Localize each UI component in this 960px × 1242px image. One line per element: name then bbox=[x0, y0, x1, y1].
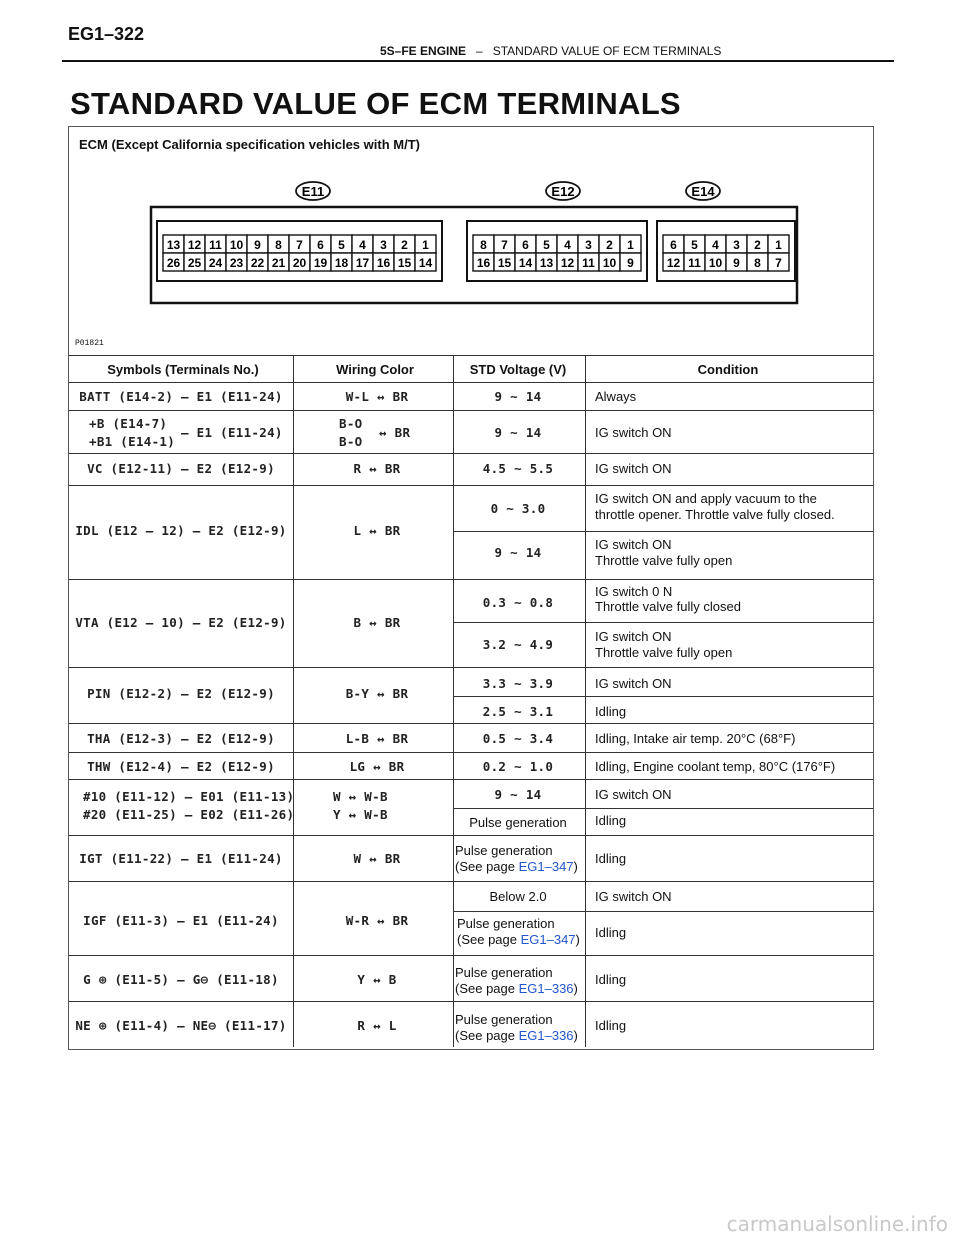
cell-terminal-thw: THW (E12-4) – E2 (E12-9) bbox=[87, 759, 275, 774]
pin-number: 10 bbox=[602, 256, 617, 270]
pin-number: 7 bbox=[296, 238, 303, 252]
cell-condition-vta-1b: Throttle valve fully closed bbox=[595, 599, 741, 614]
pin-number: 16 bbox=[476, 256, 491, 270]
cell-condition-idl-2b: Throttle valve fully open bbox=[595, 553, 733, 568]
watermark: carmanualsonline.info bbox=[726, 1212, 948, 1236]
connector-label-e11: E11 bbox=[301, 184, 325, 199]
pin-number: 9 bbox=[627, 256, 634, 270]
pin-number: 18 bbox=[334, 256, 349, 270]
row-divider bbox=[69, 779, 873, 780]
cell-terminal-pin: PIN (E12-2) – E2 (E12-9) bbox=[87, 686, 275, 701]
pin-number: 9 bbox=[733, 256, 740, 270]
see-page-prefix: (See page bbox=[455, 981, 519, 996]
row-divider bbox=[69, 955, 873, 956]
cell-terminal-igf: IGF (E11-3) – E1 (E11-24) bbox=[83, 913, 279, 928]
pin-number: 11 bbox=[688, 256, 701, 270]
header-wiring: Wiring Color bbox=[336, 362, 414, 377]
column-divider bbox=[293, 355, 294, 1047]
cell-condition-thw: Idling, Engine coolant temp, 80°C (176°F) bbox=[595, 759, 836, 774]
cell-condition-vta-2a: IG switch ON bbox=[595, 629, 672, 644]
cell-terminal-vc: VC (E12-11) – E2 (E12-9) bbox=[87, 461, 275, 476]
row-divider bbox=[69, 485, 873, 486]
header-rule bbox=[62, 60, 894, 62]
cell-condition-vta-1a: IG switch 0 N bbox=[595, 584, 673, 599]
cell-voltage-igt-line1: Pulse generation bbox=[455, 843, 553, 858]
table-header bbox=[69, 355, 873, 383]
see-page-prefix: (See page bbox=[455, 1028, 519, 1043]
connector-diagram bbox=[149, 177, 809, 317]
cell-voltage-vta-2: 3.2 ~ 4.9 bbox=[482, 637, 554, 652]
pin-number: 4 bbox=[359, 238, 366, 252]
running-head-separator: – bbox=[476, 44, 483, 58]
cell-condition-tha: Idling, Intake air temp. 20°C (68°F) bbox=[595, 731, 796, 746]
pin-number: 12 bbox=[666, 256, 681, 270]
pin-number: 15 bbox=[397, 256, 412, 270]
cell-terminal-inj-20: #20 (E11-25) – E02 (E11-26) bbox=[83, 807, 295, 822]
cell-wiring-g: Y ↔ B bbox=[357, 972, 397, 987]
cell-wiring-ne: R ↔ L bbox=[357, 1018, 397, 1033]
pin-number: 11 bbox=[209, 238, 222, 252]
subrow-divider bbox=[453, 911, 873, 912]
pin-number: 25 bbox=[187, 256, 202, 270]
cell-wiring-pin: B-Y ↔ BR bbox=[345, 686, 409, 701]
page-link-igf[interactable]: EG1–347 bbox=[520, 932, 576, 947]
cell-wiring-vc: R ↔ BR bbox=[353, 461, 401, 476]
pin-number: 7 bbox=[501, 238, 508, 252]
cell-voltage-ne-ref bbox=[455, 1028, 578, 1044]
cell-wiring-b: B-O bbox=[339, 416, 363, 431]
cell-condition-batt: Always bbox=[595, 389, 637, 404]
pin-number: 2 bbox=[401, 238, 408, 252]
page-number: EG1–322 bbox=[68, 24, 145, 44]
cell-terminal-inj-10: #10 (E11-12) – E01 (E11-13) bbox=[83, 789, 295, 804]
pin-number: 13 bbox=[166, 238, 181, 252]
cell-wiring-vta: B ↔ BR bbox=[353, 615, 401, 630]
cell-condition-pin-2: Idling bbox=[595, 704, 627, 719]
pin-number: 2 bbox=[754, 238, 761, 252]
see-page-suffix: ) bbox=[573, 981, 578, 996]
cell-terminal-b1: +B1 (E14-1) bbox=[89, 434, 176, 449]
row-divider bbox=[69, 835, 873, 836]
subrow-divider bbox=[453, 622, 873, 623]
pin-number: 21 bbox=[271, 256, 286, 270]
cell-voltage-ne-line1: Pulse generation bbox=[455, 1012, 553, 1027]
pin-number: 1 bbox=[422, 238, 429, 252]
cell-terminal-b-suffix: – E1 (E11-24) bbox=[181, 425, 283, 440]
cell-wiring-b1: B-O bbox=[339, 434, 363, 449]
cell-wiring-inj-10: W ↔ W-B bbox=[333, 789, 388, 804]
running-head-topic: STANDARD VALUE OF ECM TERMINALS bbox=[492, 44, 722, 58]
pin-number: 10 bbox=[229, 238, 244, 252]
running-head bbox=[380, 44, 721, 58]
cell-voltage-idl-2: 9 ~ 14 bbox=[494, 545, 542, 560]
cell-condition-idl-1b: throttle opener. Throttle valve fully closed. bbox=[595, 507, 835, 522]
cell-voltage-g-line1: Pulse generation bbox=[455, 965, 553, 980]
cell-terminal-igt: IGT (E11-22) – E1 (E11-24) bbox=[79, 851, 283, 866]
cell-condition-b: IG switch ON bbox=[595, 425, 672, 440]
pin-number: 20 bbox=[292, 256, 307, 270]
pin-number: 14 bbox=[518, 256, 533, 270]
cell-condition-inj-1: IG switch ON bbox=[595, 787, 672, 802]
pin-number: 22 bbox=[250, 256, 265, 270]
cell-voltage-inj-2: Pulse generation bbox=[469, 815, 567, 830]
pin-number: 14 bbox=[418, 256, 433, 270]
cell-condition-ne: Idling bbox=[595, 1018, 627, 1033]
cell-condition-igt: Idling bbox=[595, 851, 627, 866]
row-divider bbox=[69, 881, 873, 882]
pin-number: 4 bbox=[564, 238, 571, 252]
cell-terminal-batt: BATT (E14-2) – E1 (E11-24) bbox=[79, 389, 283, 404]
pin-number: 19 bbox=[313, 256, 328, 270]
row-divider bbox=[69, 410, 873, 411]
cell-voltage-igf-1: Below 2.0 bbox=[489, 889, 547, 904]
connector-label-e12: E12 bbox=[551, 184, 575, 199]
header-voltage: STD Voltage (V) bbox=[469, 362, 567, 377]
cell-voltage-b: 9 ~ 14 bbox=[494, 425, 542, 440]
pin-number: 1 bbox=[627, 238, 634, 252]
cell-condition-g: Idling bbox=[595, 972, 627, 987]
cell-voltage-tha: 0.5 ~ 3.4 bbox=[482, 731, 554, 746]
cell-wiring-idl: L ↔ BR bbox=[353, 523, 401, 538]
pin-number: 15 bbox=[497, 256, 512, 270]
page-link-g[interactable]: EG1–336 bbox=[518, 981, 574, 996]
cell-terminal-ne: NE ⊕ (E11-4) – NE⊖ (E11-17) bbox=[75, 1018, 287, 1033]
pin-number: 24 bbox=[208, 256, 223, 270]
row-divider bbox=[69, 752, 873, 753]
cell-condition-pin-1: IG switch ON bbox=[595, 676, 672, 691]
page-title: STANDARD VALUE OF ECM TERMINALS bbox=[70, 86, 681, 121]
cell-voltage-pin-1: 3.3 ~ 3.9 bbox=[482, 676, 554, 691]
connector-label-e14: E14 bbox=[691, 184, 715, 199]
diagram-code: P01821 bbox=[75, 339, 104, 348]
cell-terminal-g: G ⊕ (E11-5) – G⊖ (E11-18) bbox=[83, 972, 279, 987]
column-divider bbox=[585, 355, 586, 1047]
pin-number: 7 bbox=[775, 256, 782, 270]
row-divider bbox=[69, 667, 873, 668]
cell-wiring-igt: W ↔ BR bbox=[353, 851, 401, 866]
pin-number: 1 bbox=[775, 238, 782, 252]
running-head-section: 5S–FE ENGINE bbox=[380, 44, 467, 58]
header-symbols: Symbols (Terminals No.) bbox=[107, 362, 259, 377]
cell-terminal-idl: IDL (E12 – 12) – E2 (E12-9) bbox=[75, 523, 287, 538]
pin-number: 23 bbox=[229, 256, 244, 270]
see-page-suffix: ) bbox=[573, 859, 578, 874]
page-link-igt[interactable]: EG1–347 bbox=[518, 859, 574, 874]
subrow-divider bbox=[453, 808, 873, 809]
row-divider bbox=[69, 1001, 873, 1002]
cell-voltage-g-ref bbox=[455, 981, 578, 997]
pin-number: 3 bbox=[380, 238, 387, 252]
row-divider bbox=[69, 723, 873, 724]
cell-condition-igf-2: Idling bbox=[595, 925, 627, 940]
cell-condition-igf-1: IG switch ON bbox=[595, 889, 672, 904]
page-link-ne[interactable]: EG1–336 bbox=[518, 1028, 574, 1043]
cell-voltage-pin-2: 2.5 ~ 3.1 bbox=[482, 704, 554, 719]
cell-voltage-igf-2-ref bbox=[457, 932, 580, 948]
cell-condition-vta-2b: Throttle valve fully open bbox=[595, 645, 733, 660]
figure-caption: ECM (Except California specification vehicles with M/T) bbox=[79, 137, 420, 152]
cell-wiring-igf: W-R ↔ BR bbox=[345, 913, 409, 928]
cell-terminal-b: +B (E14-7) bbox=[89, 416, 168, 431]
row-divider bbox=[69, 453, 873, 454]
pin-number: 5 bbox=[338, 238, 345, 252]
cell-condition-idl-1a: IG switch ON and apply vacuum to the bbox=[595, 491, 817, 506]
pin-number: 5 bbox=[691, 238, 698, 252]
pin-number: 16 bbox=[376, 256, 391, 270]
header-condition: Condition bbox=[697, 362, 759, 377]
subrow-divider bbox=[453, 696, 873, 697]
pin-number: 6 bbox=[522, 238, 529, 252]
pin-number: 8 bbox=[480, 238, 487, 252]
pin-number: 3 bbox=[733, 238, 740, 252]
subrow-divider bbox=[453, 531, 873, 532]
see-page-prefix: (See page bbox=[455, 859, 519, 874]
cell-condition-inj-2: Idling bbox=[595, 813, 627, 828]
cell-wiring-batt: W-L ↔ BR bbox=[345, 389, 409, 404]
cell-condition-vc: IG switch ON bbox=[595, 461, 672, 476]
pin-number: 8 bbox=[275, 238, 282, 252]
cell-terminal-vta: VTA (E12 – 10) – E2 (E12-9) bbox=[75, 615, 287, 630]
pin-number: 9 bbox=[254, 238, 261, 252]
pin-number: 5 bbox=[543, 238, 550, 252]
cell-wiring-inj-20: Y ↔ W-B bbox=[333, 807, 388, 822]
cell-voltage-idl-1: 0 ~ 3.0 bbox=[490, 501, 546, 516]
pin-number: 12 bbox=[560, 256, 575, 270]
ecm-figure bbox=[68, 126, 874, 1050]
cell-voltage-batt: 9 ~ 14 bbox=[494, 389, 542, 404]
pin-number: 10 bbox=[708, 256, 723, 270]
see-page-suffix: ) bbox=[573, 1028, 578, 1043]
cell-wiring-b-suffix: ↔ BR bbox=[379, 425, 411, 440]
pin-number: 12 bbox=[187, 238, 202, 252]
pin-number: 11 bbox=[582, 256, 595, 270]
pin-number: 3 bbox=[585, 238, 592, 252]
pin-number: 8 bbox=[754, 256, 761, 270]
cell-voltage-thw: 0.2 ~ 1.0 bbox=[482, 759, 554, 774]
see-page-suffix: ) bbox=[575, 932, 580, 947]
pin-number: 6 bbox=[317, 238, 324, 252]
see-page-prefix: (See page bbox=[457, 932, 521, 947]
cell-condition-idl-2a: IG switch ON bbox=[595, 537, 672, 552]
pin-number: 4 bbox=[712, 238, 719, 252]
cell-wiring-tha: L-B ↔ BR bbox=[345, 731, 409, 746]
pin-number: 2 bbox=[606, 238, 613, 252]
pin-number: 26 bbox=[166, 256, 181, 270]
pin-number: 17 bbox=[355, 256, 370, 270]
pin-number: 13 bbox=[539, 256, 554, 270]
pin-number: 6 bbox=[670, 238, 677, 252]
cell-voltage-inj-1: 9 ~ 14 bbox=[494, 787, 542, 802]
cell-voltage-vc: 4.5 ~ 5.5 bbox=[482, 461, 554, 476]
cell-voltage-igt-ref bbox=[455, 859, 578, 875]
cell-voltage-igf-2-line1: Pulse generation bbox=[457, 916, 555, 931]
cell-wiring-thw: LG ↔ BR bbox=[349, 759, 405, 774]
row-divider bbox=[69, 579, 873, 580]
cell-terminal-tha: THA (E12-3) – E2 (E12-9) bbox=[87, 731, 275, 746]
cell-voltage-vta-1: 0.3 ~ 0.8 bbox=[482, 595, 554, 610]
